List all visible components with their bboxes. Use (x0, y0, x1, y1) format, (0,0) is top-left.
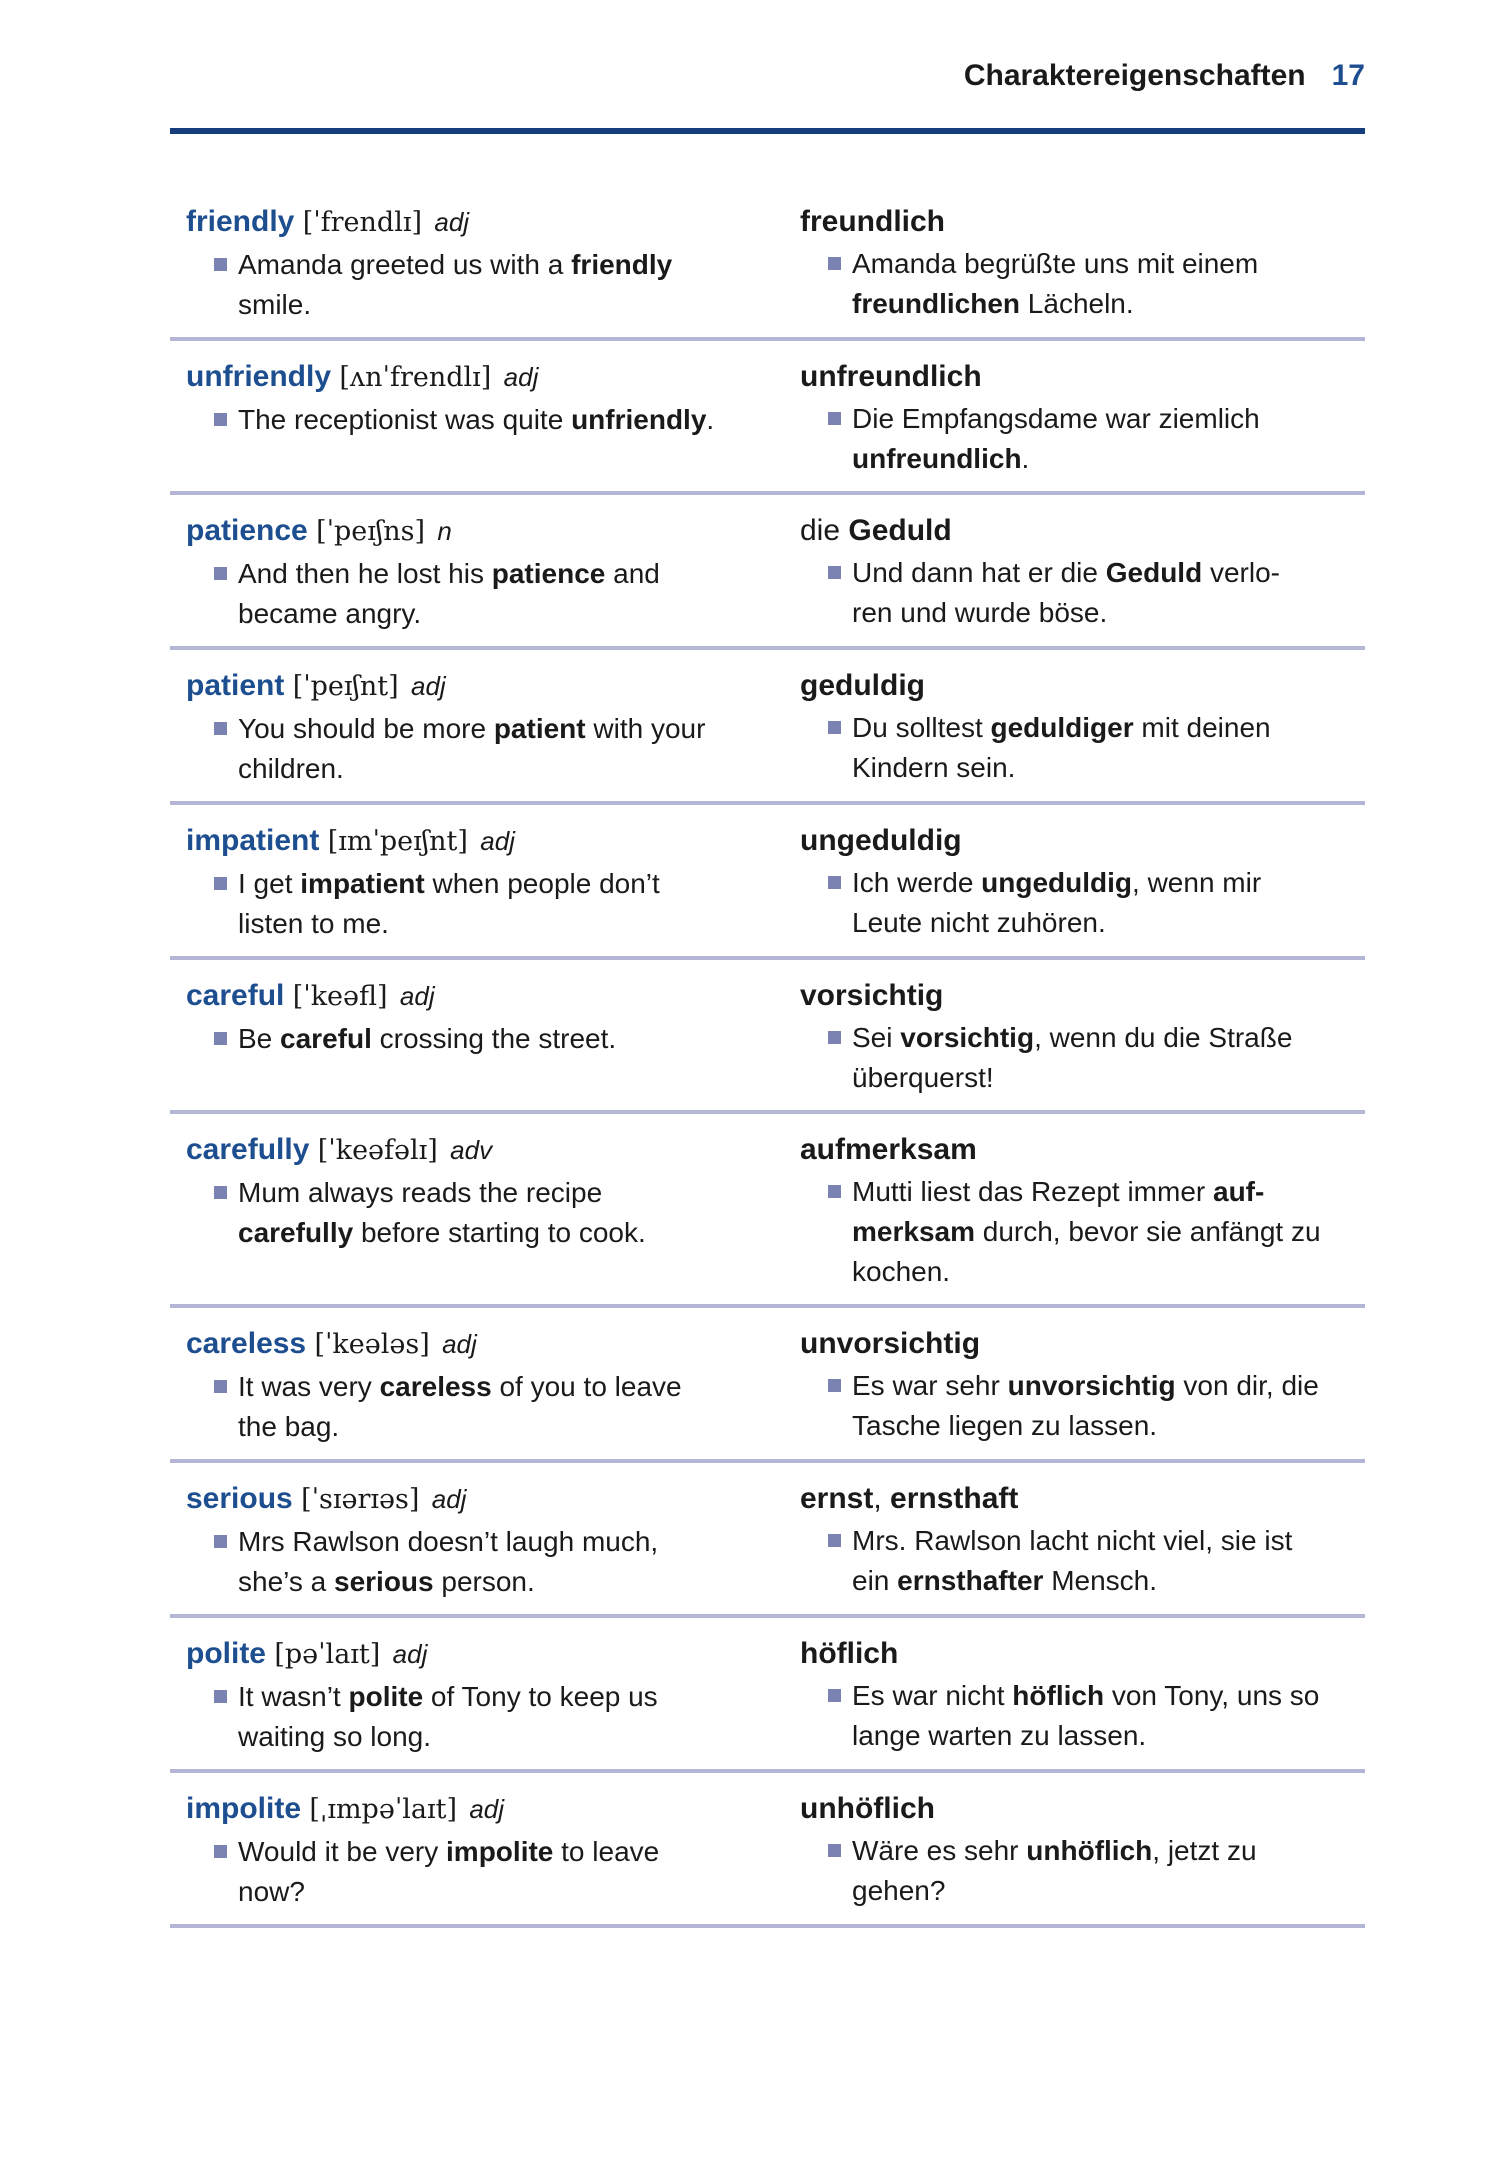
part-of-speech: adj (503, 362, 539, 392)
german-example-text (852, 1018, 1321, 1098)
pronunciation: [ˈkeələs] (314, 1329, 430, 1360)
english-headword: impatient (186, 824, 320, 857)
entry-german (782, 202, 1365, 325)
plain-text: , wenn du die Straße überquerst! (852, 1022, 1293, 1093)
bullet-square-icon (214, 1845, 227, 1858)
english-example (214, 1677, 722, 1757)
plain-text: von Tony, uns so lange warten zu lassen. (852, 1680, 1320, 1751)
english-example-text (238, 1677, 722, 1757)
plain-text: durch, bevor sie anfängt zu kochen. (852, 1216, 1321, 1287)
part-of-speech: adj (469, 1794, 505, 1824)
english-headline (186, 511, 722, 552)
english-example (214, 709, 722, 789)
emphasized-word: vorsichtig (800, 979, 944, 1012)
emphasized-word: ungeduldig (981, 867, 1133, 898)
bullet-square-icon (214, 722, 227, 735)
emphasized-word: freundlichen (852, 288, 1021, 319)
emphasized-word: auf- (1213, 1176, 1265, 1207)
english-example-text (238, 1367, 722, 1447)
english-example (214, 1832, 722, 1912)
english-headline (186, 821, 722, 862)
entry-row (170, 960, 1365, 1114)
german-headword (800, 821, 1321, 861)
german-example (828, 399, 1321, 479)
plain-text: before starting to cook. (353, 1217, 646, 1248)
emphasized-word: unfreundlich (852, 443, 1022, 474)
german-example-text (852, 708, 1321, 788)
english-headline (186, 1634, 722, 1675)
plain-text: It wasn’t (238, 1681, 349, 1712)
entry-german (782, 666, 1365, 789)
emphasized-word: unhöflich (800, 1792, 935, 1825)
plain-text: Mum always reads the recipe (238, 1177, 603, 1208)
english-headword: unfriendly (186, 360, 332, 393)
part-of-speech: adv (450, 1135, 493, 1165)
bullet-square-icon (828, 721, 841, 734)
bullet-square-icon (214, 1186, 227, 1199)
emphasized-word: serious (334, 1566, 434, 1597)
part-of-speech: adj (442, 1329, 477, 1359)
german-headword (800, 1479, 1321, 1519)
german-headword (800, 1130, 1321, 1170)
emphasized-word: unfriendly (571, 404, 707, 435)
english-example (214, 245, 722, 325)
pronunciation: [ɪmˈpeɪʃnt] (327, 826, 468, 857)
bullet-square-icon (214, 1032, 227, 1045)
entry-german (782, 821, 1365, 944)
english-example (214, 1522, 722, 1602)
english-headline (186, 666, 722, 707)
bullet-square-icon (828, 566, 841, 579)
german-example-text (852, 1172, 1321, 1292)
plain-text: , (873, 1482, 891, 1515)
german-headword (800, 511, 1321, 551)
pronunciation: [ˌɪmpəˈlaɪt] (309, 1794, 457, 1825)
plain-text: Would it be very (238, 1836, 447, 1867)
plain-text: The receptionist was quite (238, 404, 572, 435)
part-of-speech: adj (480, 826, 515, 856)
entry-english (170, 666, 782, 789)
german-example-text (852, 863, 1321, 943)
entry-german (782, 1634, 1365, 1757)
entry-row (170, 341, 1365, 495)
plain-text: Mrs Rawlson doesn’t laugh much, she’s a (238, 1526, 659, 1597)
entry-german (782, 1130, 1365, 1292)
bullet-square-icon (828, 1689, 841, 1702)
plain-text: It was very (238, 1371, 380, 1402)
plain-text: . (706, 404, 715, 435)
plain-text: Es war sehr (852, 1370, 1008, 1401)
plain-text: Mensch. (1043, 1565, 1158, 1596)
entry-german (782, 976, 1365, 1098)
english-example (214, 1019, 722, 1059)
entry-english (170, 1130, 782, 1292)
plain-text: Sei (852, 1022, 901, 1053)
emphasized-word: ernst (800, 1482, 874, 1515)
german-headword (800, 1789, 1321, 1829)
chapter-title: Charaktereigenschaften (963, 59, 1306, 92)
entry-english (170, 1789, 782, 1912)
plain-text: die (800, 514, 849, 547)
pronunciation: [ˈpeɪʃns] (316, 516, 426, 547)
bullet-square-icon (214, 1380, 227, 1393)
page-header (170, 58, 1365, 94)
entry-row (170, 1308, 1365, 1463)
emphasized-word: patience (491, 558, 606, 589)
bullet-square-icon (214, 258, 227, 271)
bullet-square-icon (214, 1690, 227, 1703)
plain-text: , wenn mir Leute nicht zuhören. (852, 867, 1262, 938)
emphasized-word: vorsichtig (900, 1022, 1035, 1053)
german-example-text (852, 1521, 1321, 1601)
english-example (214, 1367, 722, 1447)
plain-text: to leave now? (238, 1836, 660, 1907)
german-example-text (852, 399, 1321, 479)
entry-english (170, 357, 782, 479)
pronunciation: [pəˈlaɪt] (274, 1639, 381, 1670)
emphasized-word: impatient (300, 868, 425, 899)
plain-text: Be (238, 1023, 281, 1054)
english-headword: impolite (186, 1792, 302, 1825)
english-headline (186, 1130, 722, 1171)
emphasized-word: friendly (571, 249, 673, 280)
plain-text: , jetzt zu gehen? (852, 1835, 1257, 1906)
plain-text: Und dann hat er die (852, 557, 1106, 588)
english-headline (186, 1789, 722, 1830)
english-example-text (238, 864, 722, 944)
page-number: 17 (1331, 59, 1365, 92)
english-headline (186, 1324, 722, 1365)
entry-row (170, 495, 1365, 650)
emphasized-word: Geduld (1105, 557, 1203, 588)
entry-row (170, 805, 1365, 960)
plain-text: . (1021, 443, 1030, 474)
german-example-text (852, 1831, 1321, 1911)
part-of-speech: adj (399, 981, 435, 1011)
english-example-text (238, 245, 722, 325)
emphasized-word: unvorsichtig (800, 1327, 981, 1360)
bullet-square-icon (214, 567, 227, 580)
english-example (214, 1173, 722, 1253)
part-of-speech: n (437, 516, 452, 546)
plain-text: with your children. (238, 713, 706, 784)
bullet-square-icon (828, 412, 841, 425)
plain-text: ren und wurde böse. (852, 597, 1108, 628)
english-example-text (238, 1173, 722, 1253)
part-of-speech: adj (434, 207, 470, 237)
emphasized-word: careless (379, 1371, 492, 1402)
german-headword (800, 357, 1321, 397)
german-example (828, 553, 1321, 633)
emphasized-word: unhöflich (1026, 1835, 1153, 1866)
plain-text: Amanda greeted us with a (238, 249, 572, 280)
german-example-text (852, 1676, 1321, 1756)
entry-english (170, 511, 782, 634)
bullet-square-icon (828, 1534, 841, 1547)
german-headword (800, 1324, 1321, 1364)
pronunciation: [ˈkeəfəlɪ] (317, 1135, 438, 1166)
emphasized-word: unfreundlich (800, 360, 982, 393)
pronunciation: [ˈfrendlɪ] (302, 207, 423, 238)
english-example-text (238, 1019, 722, 1059)
entry-german (782, 1324, 1365, 1447)
entry-english (170, 976, 782, 1098)
pronunciation: [ˈsɪərɪəs] (301, 1484, 420, 1515)
entry-row (170, 186, 1365, 341)
entry-row (170, 1114, 1365, 1308)
part-of-speech: adj (431, 1484, 467, 1514)
plain-text: crossing the street. (371, 1023, 617, 1054)
emphasized-word: patient (493, 713, 586, 744)
plain-text: of you to leave the bag. (238, 1371, 682, 1442)
bullet-square-icon (828, 1185, 841, 1198)
plain-text: mit deinen Kindern sein. (852, 712, 1271, 783)
german-example-text (852, 1366, 1321, 1446)
plain-text: Mutti liest das Rezept immer (852, 1176, 1213, 1207)
english-headword: careless (186, 1327, 307, 1360)
emphasized-word: merksam (852, 1216, 975, 1247)
english-headword: patient (186, 669, 285, 702)
german-example (828, 708, 1321, 788)
english-headline (186, 202, 722, 243)
german-example (828, 1172, 1321, 1292)
emphasized-word: carefully (238, 1217, 354, 1248)
german-headword (800, 202, 1321, 242)
plain-text: smile. (238, 289, 312, 320)
plain-text: of Tony to keep us waiting so long. (238, 1681, 658, 1752)
german-example (828, 1676, 1321, 1756)
english-example (214, 554, 722, 634)
entry-row (170, 650, 1365, 805)
emphasized-word: polite (348, 1681, 424, 1712)
english-headword: friendly (186, 205, 295, 238)
german-headword (800, 1634, 1321, 1674)
plain-text: Amanda begrüßte uns mit einem (852, 248, 1259, 279)
plain-text: Es war nicht (852, 1680, 1013, 1711)
emphasized-word: aufmerksam (800, 1133, 977, 1166)
english-example-text (238, 554, 722, 634)
plain-text: and became angry. (238, 558, 660, 629)
entry-english (170, 1634, 782, 1757)
emphasized-word: geduldig (800, 669, 925, 702)
entry-row (170, 1618, 1365, 1773)
plain-text: Wäre es sehr (852, 1835, 1027, 1866)
plain-text: Ich werde (852, 867, 982, 898)
english-headword: patience (186, 514, 308, 547)
english-headword: polite (186, 1637, 266, 1670)
entry-english (170, 1324, 782, 1447)
plain-text: Die Empfangsdame war ziemlich (852, 403, 1260, 434)
bullet-square-icon (214, 877, 227, 890)
entry-row (170, 1773, 1365, 1928)
entry-german (782, 511, 1365, 634)
pronunciation: [ˈpeɪʃnt] (292, 671, 399, 702)
german-example (828, 1831, 1321, 1911)
plain-text: Mrs. Rawlson lacht nicht viel, sie ist ein (852, 1525, 1293, 1596)
bullet-square-icon (214, 1535, 227, 1548)
plain-text: You should be more (238, 713, 494, 744)
english-example-text (238, 1522, 722, 1602)
emphasized-word: impolite (446, 1836, 554, 1867)
entry-row (170, 1463, 1365, 1618)
emphasized-word: freundlich (800, 205, 946, 238)
emphasized-word: ernsthaft (890, 1482, 1019, 1515)
pronunciation: [ʌnˈfrendlɪ] (339, 362, 492, 393)
english-headword: serious (186, 1482, 293, 1515)
english-example-text (238, 709, 722, 789)
entry-english (170, 821, 782, 944)
entry-german (782, 1479, 1365, 1602)
plain-text: von dir, die Tasche liegen zu lassen. (852, 1370, 1319, 1441)
german-example (828, 1521, 1321, 1601)
german-example-text (852, 244, 1321, 324)
german-headword (800, 666, 1321, 706)
emphasized-word: höflich (1012, 1680, 1105, 1711)
bullet-square-icon (214, 413, 227, 426)
pronunciation: [ˈkeəfl] (292, 981, 388, 1012)
emphasized-word: ernsthafter (897, 1565, 1044, 1596)
german-example (828, 244, 1321, 324)
emphasized-word: höflich (800, 1637, 899, 1670)
header-rule (170, 128, 1365, 134)
plain-text: Du solltest (852, 712, 991, 743)
plain-text: I get (238, 868, 301, 899)
german-example (828, 1366, 1321, 1446)
english-example-text (238, 400, 722, 440)
entry-english (170, 1479, 782, 1602)
plain-text: And then he lost his (238, 558, 492, 589)
emphasized-word: unvorsichtig (1007, 1370, 1176, 1401)
part-of-speech: adj (392, 1639, 428, 1669)
english-headline (186, 976, 722, 1017)
german-headword (800, 976, 1321, 1016)
english-example (214, 864, 722, 944)
plain-text: when people don’t listen to me. (238, 868, 660, 939)
bullet-square-icon (828, 1379, 841, 1392)
english-example (214, 400, 722, 440)
emphasized-word: Geduld (848, 514, 952, 547)
entry-list (170, 186, 1365, 1928)
english-headline (186, 1479, 722, 1520)
emphasized-word: geduldiger (990, 712, 1134, 743)
bullet-square-icon (828, 1844, 841, 1857)
entry-german (782, 357, 1365, 479)
plain-text: person. (433, 1566, 535, 1597)
entry-english (170, 202, 782, 325)
german-example (828, 863, 1321, 943)
plain-text: verlo- (1202, 557, 1280, 588)
entry-german (782, 1789, 1365, 1912)
english-headword: careful (186, 979, 285, 1012)
bullet-square-icon (828, 257, 841, 270)
part-of-speech: adj (411, 671, 446, 701)
english-headword: carefully (186, 1133, 310, 1166)
bullet-square-icon (828, 1031, 841, 1044)
english-headline (186, 357, 722, 398)
emphasized-word: careful (280, 1023, 372, 1054)
german-example-text (852, 553, 1321, 633)
english-example-text (238, 1832, 722, 1912)
plain-text: Lächeln. (1020, 288, 1134, 319)
german-example (828, 1018, 1321, 1098)
emphasized-word: ungeduldig (800, 824, 962, 857)
bullet-square-icon (828, 876, 841, 889)
